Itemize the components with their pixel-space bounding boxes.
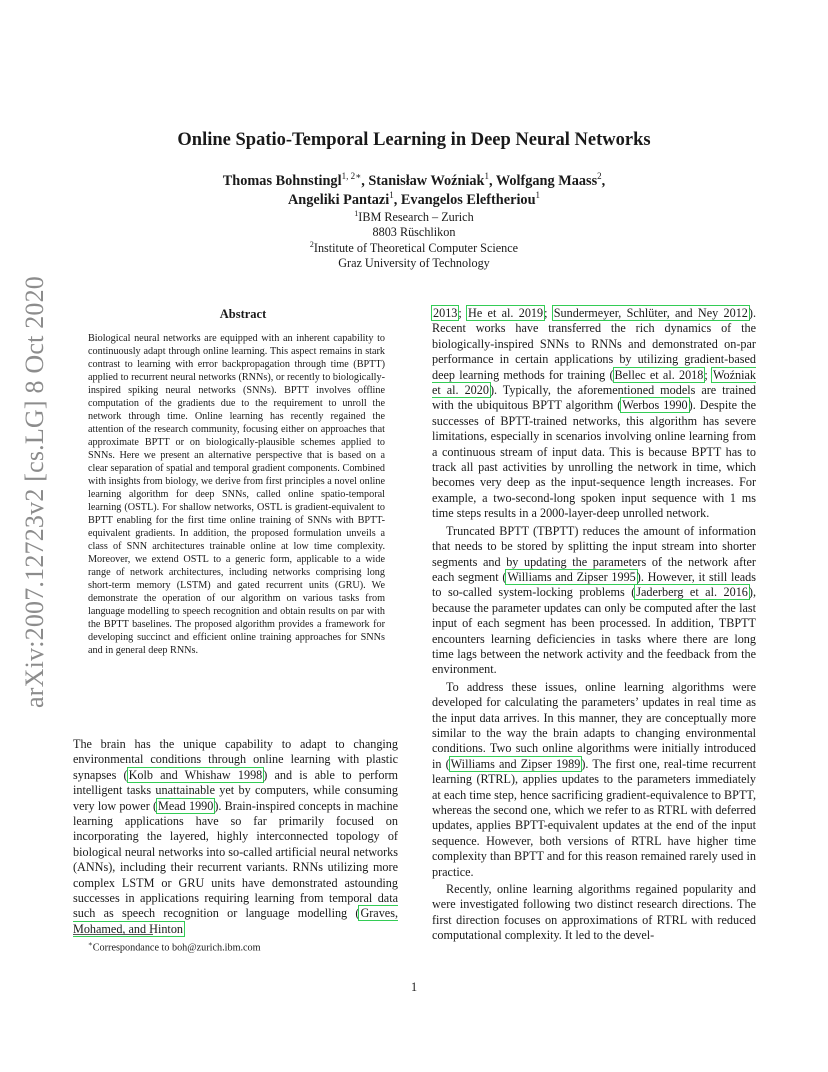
body-text: ). The first one, real-time recurrent learning (RTRL), applies updates to the parameters immediately at each time step, hence sacrificing gradient-equivalence to BPTT, whereas the second one, which we refer to as RTRL with deferred updates, applies BPTT-equivalent updates at the end of the input sequence. However, both versions of RTRL have higher time complexity than BPTT and for this reason remained rarely used in practice. — [432, 756, 756, 879]
author-name: Thomas Bohnstingl — [222, 173, 342, 189]
citation-link[interactable]: Jaderberg et al. 2016 — [636, 585, 748, 600]
footnote-mark: ∗ — [88, 940, 93, 948]
footnote — [88, 940, 261, 953]
author-affiliation-mark: 1 — [484, 171, 489, 182]
author-name: Evangelos Eleftheriou — [400, 192, 536, 208]
body-text: ). Brain-inspired concepts in machine learning applications have so far primarily focused on incorporating the layered, highly interconnected topology of biological neural networks into so-called artificial neural networks (ANNs), including their recurrent variants. RNNs utilizing more complex LSTM or GRU units have demonstrated astounding successes in applications requiring learning from temporal data such as speech recognition or language modelling ( — [73, 798, 399, 921]
introduction-right-column — [432, 306, 756, 944]
citation-link[interactable]: Woźniak et al. 2020 — [432, 367, 757, 398]
introduction-left-column — [73, 737, 398, 937]
author-separator: , — [601, 173, 606, 189]
body-text: ). Recent works have transferred the rich dynamics of the biologically-inspired SNNs to RNNs and demonstrated on-par performance in certain applications by utilizing gradient-based deep learning methods for training ( — [432, 306, 756, 382]
author-affiliation-mark: 2 — [597, 171, 602, 182]
citation-link[interactable]: Graves, Mohamed, and Hinton — [73, 906, 398, 936]
affiliation-text: Graz University of Technology — [338, 256, 490, 271]
page-number: 1 — [410, 980, 418, 994]
affiliations — [0, 210, 828, 272]
citation-link[interactable]: Williams and Zipser 1995 — [507, 569, 636, 584]
body-text: The brain has the unique capability to adapt to changing environmental conditions through online learning with plastic synapses ( — [73, 737, 398, 782]
paragraph — [432, 306, 756, 522]
author-list — [0, 172, 828, 210]
affiliation-text: 8803 Rüschlikon — [372, 225, 456, 240]
citation-link[interactable]: Werbos 1990 — [622, 398, 688, 413]
body-text: ). Typically, the aforementioned models are trained with the ubiquitous BPTT algorithm ( — [432, 383, 757, 413]
paragraph — [432, 524, 756, 678]
paragraph — [432, 882, 756, 944]
affiliation-line — [0, 256, 828, 271]
citation-link[interactable]: Mead 1990 — [158, 798, 214, 813]
footnote-text: Correspondance to boh@zurich.ibm.com — [92, 942, 261, 954]
body-text: Recently, online learning algorithms regained popularity and were investigated following two distinct research directions. The first direction focuses on approximations of RTRL with reduced computational complexity. It led to the devel- — [432, 882, 756, 943]
body-text: ), because the parameter updates can only be computed after the last input of each segment has been processed. In addition, TBPTT encounters learning deficiencies in tasks where there are long time lags between the network activity and the feedback from the environment. — [432, 585, 756, 677]
author-name: Stanisław Woźniak — [368, 173, 485, 189]
abstract-text: Biological neural networks are equipped with an inherent capability to continuously adapt through online learning. This aspect remains in stark contrast to learning with error backpropagation through time (BPTT) applied to recurrent neural networks (RNNs), or recently to biologically-inspired spiking neural networks (SNNs). BPTT involves offline computation of the gradients due to the requirement to unroll the network through time. Online learning has recently regained the attention of the research community, focusing either on approaches that approximate BPTT or on biologically-plausible schemes applied to SNNs. Here we present an alternative perspective that is based on a clear separation of spatial and temporal gradient components. Combined with insights from biology, we derive from first principles a novel online learning algorithm for deep SNNs, called online spatio-temporal learning (OSTL). For shallow networks, OSTL is gradient-equivalent to BPTT enabling for the first time online training of SNNs with BPTT-equivalent gradients. In addition, the proposed formulation unveils a class of SNN architectures trainable online at low time complexity. Moreover, we extend OSTL to a generic form, applicable to a wide range of network architectures, including networks comprising long short-term memory (LSTM) and gated recurrent units (GRU). We demonstrate the operation of our algorithm on various tasks from language modelling to speech recognition and obtain results on par with the BPTT baselines. The proposed algorithm provides a framework for developing succinct and efficient online training approaches for SNNs and in general deep RNNs. — [88, 333, 385, 656]
citation-link[interactable]: 2013 — [433, 306, 458, 320]
body-text: ). However, it still leads to so-called system-locking problems ( — [432, 569, 756, 600]
affiliation-mark: 2 — [309, 239, 314, 249]
paragraph — [432, 680, 756, 880]
body-text: ). Despite the successes of BPTT-trained networks, this algorithm has severe limitations, especially in scenarios involving online learning from a continuous stream of input data. This is because BPTT has to track all past activities by unrolling the network in time, which becomes very deep as the input-sequence length increases. For example, a two-second-long spoken input sequence with 1 ms time steps results in a 2000-layer-deep unrolled network. — [432, 398, 756, 521]
affiliation-line — [0, 210, 828, 225]
affiliation-text: IBM Research – Zurich — [358, 210, 474, 224]
citation-link[interactable]: Bellec et al. 2018 — [614, 367, 704, 382]
body-text: ; — [544, 306, 553, 320]
affiliation-line — [0, 225, 828, 240]
arxiv-identifier: arXiv:2007.12723v2 [cs.LG] 8 Oct 2020 — [20, 276, 49, 708]
body-text: ; — [704, 367, 712, 382]
author-separator: , — [488, 173, 496, 189]
author-affiliation-mark: 1, 2∗ — [341, 171, 362, 182]
author-name: Angeliki Pantazi — [287, 192, 390, 208]
author-separator: , — [393, 192, 401, 208]
author-affiliation-mark: 1 — [389, 190, 394, 201]
author-affiliation-mark: 1 — [535, 190, 541, 201]
body-text: Truncated BPTT (TBPTT) reduces the amount of information that needs to be stored by splitting the input stream into shorter segments and by updating the parameters of the network after each segment ( — [432, 523, 756, 584]
citation-link[interactable]: Kolb and Whishaw 1998 — [128, 767, 263, 782]
body-text: ) and is able to perform intelligent tasks unattainable yet by computers, while consuming very low power ( — [73, 767, 398, 813]
paper-title: Online Spatio-Temporal Learning in Deep Neural Networks — [177, 130, 651, 150]
citation-link[interactable]: Sundermeyer, Schlüter, and Ney 2012 — [553, 306, 748, 320]
affiliation-line — [0, 241, 828, 256]
author-name: Wolfgang Maass — [495, 173, 598, 189]
author-separator: , — [361, 173, 369, 189]
affiliation-text: Institute of Theoretical Computer Science — [313, 240, 519, 255]
footnote-divider — [73, 934, 153, 935]
citation-link[interactable]: He et al. 2019 — [468, 306, 544, 320]
abstract-heading: Abstract — [219, 307, 267, 321]
affiliation-mark: 1 — [354, 208, 359, 218]
arxiv-sidebar-stamp — [20, 276, 50, 708]
body-text: To address these issues, online learning algorithms were developed for calculating the parameters’ updates in real time as the input data arrives. In this manner, they are conceptually more similar to the way the brain adapts to changing environmental conditions. Two such online algorithms were initially introduced in ( — [432, 679, 756, 771]
body-text: ; — [458, 306, 468, 320]
citation-link[interactable]: Williams and Zipser 1989 — [450, 756, 581, 771]
